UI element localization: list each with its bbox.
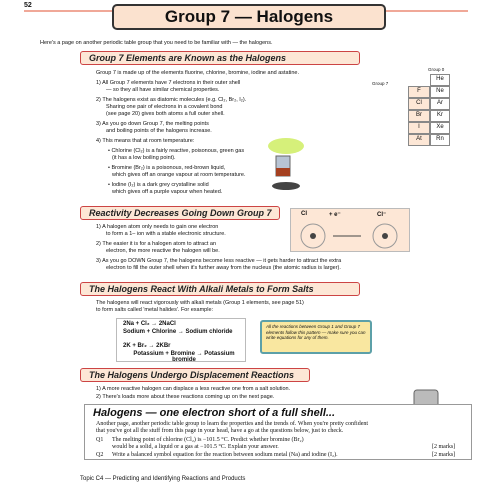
cell-ar: Ar: [430, 98, 450, 110]
summary-body-1: Another page, another periodic table group to learn the properties and the trends of. When you're pretty confident: [96, 421, 369, 427]
s1-b3b: which gives off a purple vapour when heated.: [112, 189, 223, 195]
section-4-header: The Halogens Undergo Displacement Reactions: [80, 368, 310, 382]
q2-marks: [2 marks]: [432, 452, 456, 458]
green-gas-cloud: [268, 138, 304, 154]
q1-text: The melting point of chlorine (Cl₂) is −101.5 °C. Predict whether bromine (Br₂): [112, 437, 304, 443]
s1-b3a: • Iodine (I₂) is a dark grey crystalline solid: [108, 182, 209, 188]
s1-b2b: which gives off an orange vapour at room temperature.: [112, 172, 246, 178]
s1-p4: 4) This means that at room temperature:: [96, 138, 195, 144]
eq-electron: + e⁻: [329, 212, 341, 218]
section-2-header: Reactivity Decreases Going Down Group 7: [80, 206, 280, 220]
intro-text: Here's a page on another periodic table group that you need to be familiar with — the halogens.: [40, 40, 273, 46]
s1-b2a: • Bromine (Br₂) is a poisonous, red-brown liquid,: [108, 165, 226, 171]
s2-p1b: to form a 1– ion with a stable electronic structure.: [106, 231, 226, 237]
cell-cl: Cl: [408, 98, 430, 110]
title-rule-right: [386, 10, 468, 12]
cell-ne: Ne: [430, 86, 450, 98]
s2-p1a: 1) A halogen atom only needs to gain one electron: [96, 224, 219, 230]
eq2-words: Potassium + Bromine → Potassium bromide: [133, 351, 235, 363]
s1-p1a: 1) All Group 7 elements have 7 electrons in their outer shell: [96, 80, 241, 86]
q2-text: Write a balanced symbol equation for the reaction between sodium metal (Na) and iodine (I₂).: [112, 452, 338, 458]
page-title: Group 7 — Halogens: [112, 4, 386, 30]
s1-p2b: Sharing one pair of electrons in a covalent bond: [106, 104, 223, 110]
salt-equations-box: [116, 318, 246, 362]
eq2-symbols: 2K + Br₂ → 2KBr: [123, 343, 171, 349]
eq-cl-ion: Cl⁻: [377, 212, 387, 218]
group-7-label: Group 7: [372, 81, 389, 86]
eq1-symbols: 2Na + Cl₂ → 2NaCl: [123, 321, 176, 327]
ion-diagram: [290, 208, 410, 252]
summary-title: Halogens — one electron short of a full shell...: [93, 407, 336, 419]
s1-lead: Group 7 is made up of the elements fluorine, chlorine, bromine, iodine and astatine.: [96, 70, 300, 76]
periodic-table-mini: [368, 64, 460, 154]
q1-number: Q1: [96, 437, 104, 443]
cell-kr: Kr: [430, 110, 450, 122]
s2-p3a: 3) As you go DOWN Group 7, the halogens become less reactive — it gets harder to attract the extra: [96, 258, 342, 264]
s4-p2: 2) There's loads more about these reactions coming up on the next page.: [96, 394, 275, 400]
halogen-illustrations: [256, 136, 316, 196]
s1-b1a: • Chlorine (Cl₂) is a fairly reactive, poisonous, green gas: [108, 148, 245, 154]
red-brown-liquid: [276, 168, 290, 176]
s1-b1b: (it has a low boiling point).: [112, 155, 176, 161]
group-0-label: Group 0: [428, 67, 445, 72]
s1-p2a: 2) The halogens exist as diatomic molecules (e.g. Cl₂, Br₂, I₂).: [96, 97, 247, 103]
cell-rn: Rn: [430, 134, 450, 146]
s3-p1b: to form salts called 'metal halides'. For example:: [96, 307, 214, 313]
s2-p2b: electron, the more reactive the halogen will be.: [106, 248, 220, 254]
cell-at: At: [408, 134, 430, 146]
s1-p3b: and boiling points of the halogens increase.: [106, 128, 212, 134]
s1-p3a: 3) As you go down Group 7, the melting points: [96, 121, 209, 127]
page-number: 52: [24, 2, 32, 9]
title-rule-left: [24, 10, 112, 12]
eq1-words: Sodium + Chlorine → Sodium chloride: [123, 329, 233, 335]
q1-marks: [2 marks]: [432, 444, 456, 450]
section-1-header: Group 7 Elements are Known as the Halogens: [80, 51, 360, 65]
reaction-pattern-note: All the reactions between Group 1 and Group 7 elements follow this pattern — make sure you can write equations for any of them.: [260, 320, 372, 354]
cell-f: F: [408, 86, 430, 98]
s4-p1: 1) A more reactive halogen can displace a less reactive one from a salt solution.: [96, 386, 291, 392]
cell-br: Br: [408, 110, 430, 122]
summary-body-2: that you've got all the stuff from this page in your head, have a go at the questions below, just to check.: [96, 428, 344, 434]
eq-cl: Cl: [301, 211, 307, 217]
s1-p1b: — so they all have similar chemical properties.: [106, 87, 220, 93]
cell-he: He: [430, 74, 450, 86]
cell-xe: Xe: [430, 122, 450, 134]
cell-i: I: [408, 122, 430, 134]
s2-p2a: 2) The easier it is for a halogen atom to attract an: [96, 241, 217, 247]
s2-p3b: electron to fill the outer shell when it's further away from the nucleus (the atomic radius is larger).: [106, 265, 341, 271]
iodine-crystals: [272, 182, 300, 190]
electron-shell-icons: [297, 221, 407, 251]
footer: Topic C4 — Predicting and Identifying Reactions and Products: [80, 476, 246, 482]
section-3-header: The Halogens React With Alkali Metals to Form Salts: [80, 282, 360, 296]
s1-p2c: (see page 20) gives both atoms a full outer shell.: [106, 111, 225, 117]
q2-number: Q2: [96, 452, 104, 458]
q1-text-2: would be a solid, a liquid or a gas at −101.5 °C. Explain your answer.: [112, 444, 279, 450]
s3-p1a: The halogens will react vigorously with alkali metals (Group 1 elements, see page 51): [96, 300, 304, 306]
